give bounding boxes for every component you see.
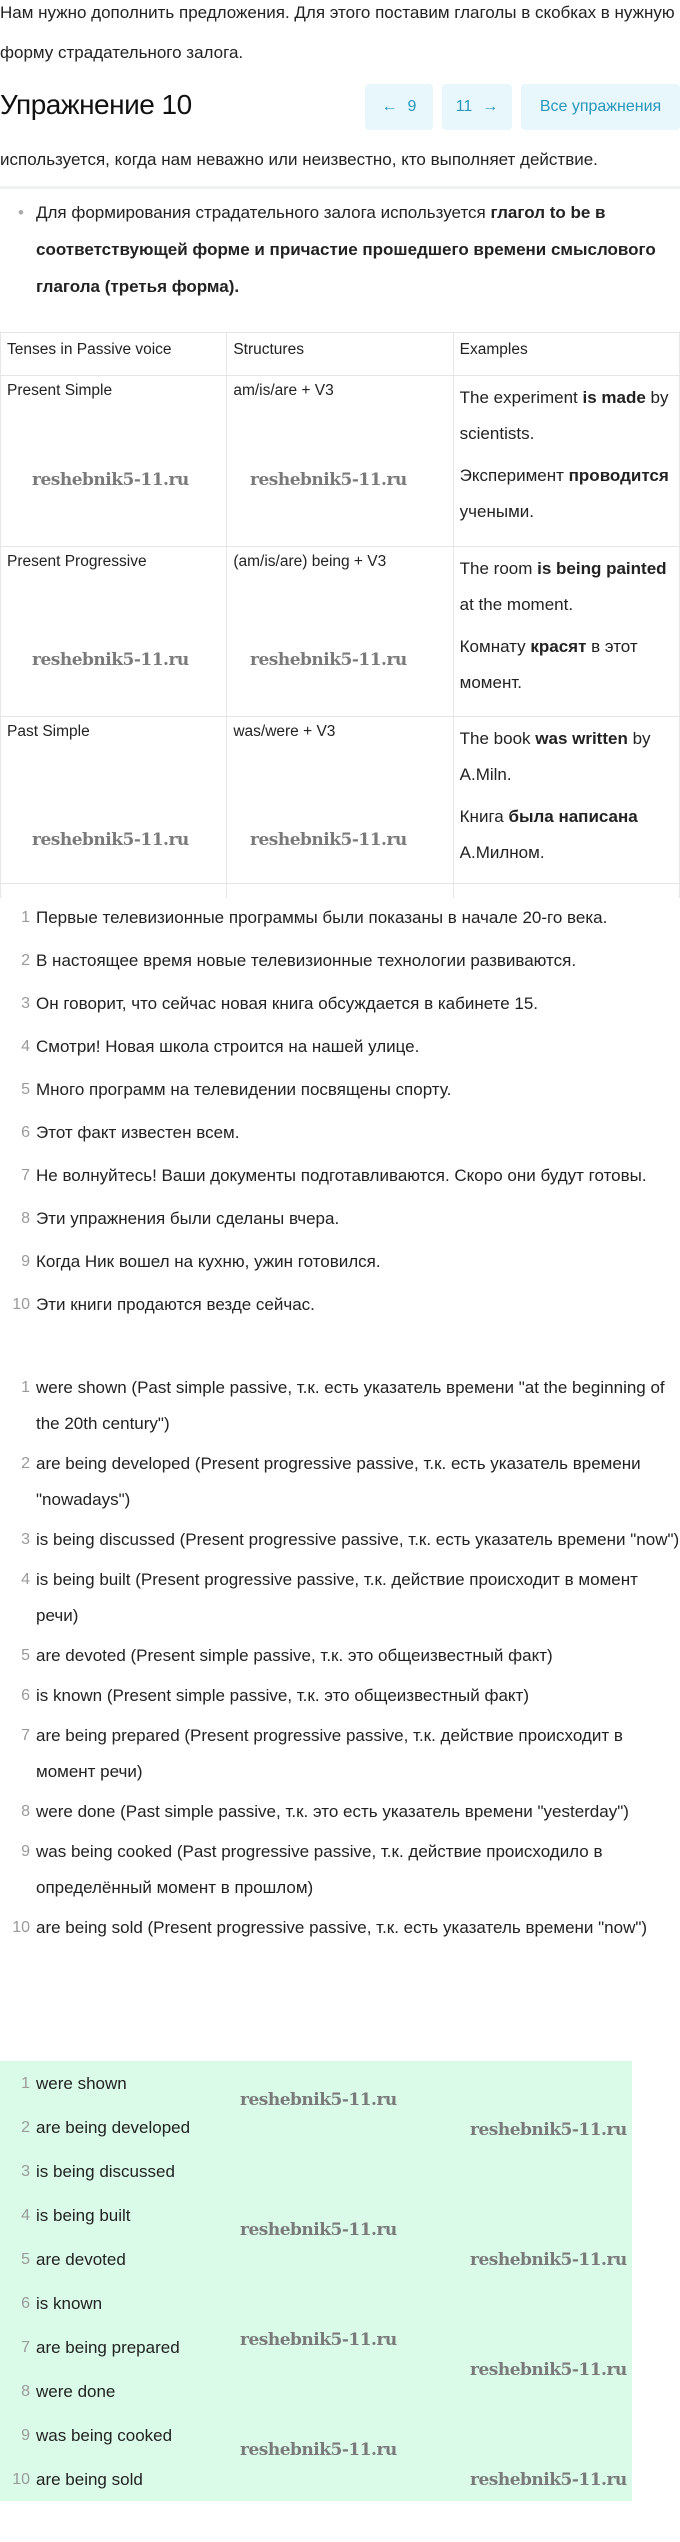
passive-voice-table: [0, 332, 680, 899]
item-number: 8: [21, 2383, 30, 2400]
theory-bullet: [18, 194, 676, 305]
answer-text: is being built: [36, 2206, 131, 2225]
questions-list: [0, 898, 680, 1328]
example-text: в этот момент.: [459, 637, 638, 692]
page-title: Упражнение 10: [0, 89, 192, 120]
answer-text: were shown: [36, 2074, 127, 2093]
example-text: The room: [459, 559, 538, 578]
question-text: Много программ на телевидении посвящены спорту.: [36, 1080, 452, 1099]
header-divider: [0, 186, 680, 189]
item-number: 9: [21, 2427, 30, 2444]
examples-cell: [453, 547, 679, 717]
example-en: [460, 380, 673, 452]
explanation-text: is being discussed (Present progressive passive, т.к. есть указатель времени "now"): [36, 1530, 680, 1549]
item-number: 4: [21, 1571, 30, 1588]
explanation-item: [0, 1910, 680, 1946]
item-number: 1: [21, 909, 30, 926]
answer-item: [0, 2150, 680, 2194]
question-item: [0, 1199, 680, 1239]
examples-cell: [453, 376, 679, 547]
example-bold: была написана: [508, 807, 638, 826]
table-header: Structures: [227, 333, 453, 376]
example-text: by scientists.: [459, 388, 669, 443]
table-row: [1, 547, 680, 717]
question-item: [0, 1242, 680, 1282]
example-bold: is being painted: [537, 559, 667, 578]
item-number: 8: [21, 1210, 30, 1227]
watermark-text: reshebnik5-11.ru: [240, 2090, 397, 2110]
example-en: [460, 551, 673, 623]
answer-text: are being sold: [36, 2470, 143, 2489]
item-number: 10: [12, 2471, 30, 2488]
item-number: 7: [21, 1167, 30, 1184]
example-ru: [460, 458, 673, 530]
bullet-icon: •: [18, 203, 24, 222]
theory-bullet-text: Для формирования страдательного залога используется: [36, 203, 491, 222]
question-text: Этот факт известен всем.: [36, 1123, 240, 1142]
question-text: Когда Ник вошел на кухню, ужин готовился.: [36, 1252, 381, 1271]
item-number: 10: [12, 1919, 30, 1936]
example-text: by A.Miln.: [459, 729, 651, 784]
item-number: 9: [21, 1253, 30, 1270]
item-number: 8: [21, 1803, 30, 1820]
tense-cell: Present Simple: [1, 376, 227, 547]
item-number: 7: [21, 2339, 30, 2356]
example-bold: красят: [530, 637, 587, 656]
item-number: 2: [21, 1455, 30, 1472]
theory-bullet-bold: глагол to be в соответствующей форме и причастие прошедшего времени смыслового глагола (третья форма).: [36, 203, 656, 296]
watermark-text: reshebnik5-11.ru: [32, 650, 189, 670]
answer-item: [0, 2282, 680, 2326]
question-item: [0, 1070, 680, 1110]
explanation-item: [0, 1446, 680, 1518]
item-number: 6: [21, 1687, 30, 1704]
example-bold: проводится: [568, 466, 669, 485]
watermark-text: reshebnik5-11.ru: [250, 830, 407, 850]
watermark-text: reshebnik5-11.ru: [250, 650, 407, 670]
answer-text: were done: [36, 2382, 116, 2401]
explanation-text: was being cooked (Past progressive passive, т.к. действие происходило в определённый момент в прошлом): [36, 1842, 603, 1897]
answer-text: are being prepared: [36, 2338, 180, 2357]
explanation-text: is being built (Present progressive passive, т.к. действие происходит в момент речи): [36, 1570, 638, 1625]
explanation-text: are being prepared (Present progressive passive, т.к. действие происходит в момент речи): [36, 1726, 623, 1781]
answer-text: is known: [36, 2294, 103, 2313]
table-row: [1, 717, 680, 884]
answer-text: are being developed: [36, 2118, 191, 2137]
item-number: 2: [21, 952, 30, 969]
answer-text: are devoted: [36, 2250, 126, 2269]
explanations-list: [0, 1370, 680, 1950]
question-item: [0, 898, 680, 938]
arrow-left-icon: ←: [381, 98, 398, 115]
example-ru: [460, 799, 673, 871]
question-text: Эти упражнения были сделаны вчера.: [36, 1209, 340, 1228]
question-text: Не волнуйтесь! Ваши документы подготавливаются. Скоро они будут готовы.: [36, 1166, 647, 1185]
item-number: 7: [21, 1727, 30, 1744]
question-item: [0, 1156, 680, 1196]
watermark-text: reshebnik5-11.ru: [470, 2470, 627, 2490]
explanation-text: are being sold (Present progressive passive, т.к. есть указатель времени "now"): [36, 1918, 648, 1937]
watermark-text: reshebnik5-11.ru: [240, 2440, 397, 2460]
question-text: В настоящее время новые телевизионные технологии развиваются.: [36, 951, 577, 970]
answer-text: is being discussed: [36, 2162, 175, 2181]
question-item: [0, 1027, 680, 1067]
all-exercises-button[interactable]: [521, 84, 680, 130]
item-number: 3: [21, 995, 30, 1012]
watermark-text: reshebnik5-11.ru: [32, 830, 189, 850]
examples-cell: [453, 717, 679, 884]
watermark-text: reshebnik5-11.ru: [470, 2360, 627, 2380]
example-text: учеными.: [459, 502, 534, 521]
example-en: [460, 721, 673, 793]
table-row: [1, 376, 680, 547]
question-item: [0, 1113, 680, 1153]
table-header-row: [1, 333, 680, 376]
item-number: 3: [21, 1531, 30, 1548]
question-item: [0, 941, 680, 981]
watermark-text: reshebnik5-11.ru: [240, 2330, 397, 2350]
tense-cell: Present Progressive: [1, 547, 227, 717]
tense-cell: Past Simple: [1, 717, 227, 884]
watermark-text: reshebnik5-11.ru: [32, 470, 189, 490]
question-text: Он говорит, что сейчас новая книга обсуждается в кабинете 15.: [36, 994, 539, 1013]
structure-cell: am/is/are + V3: [227, 376, 453, 547]
example-text: The book: [459, 729, 536, 748]
arrow-right-icon: →: [482, 98, 499, 115]
explanation-text: are being developed (Present progressive passive, т.к. есть указатель времени "nowadays"): [36, 1454, 641, 1509]
table-header: Examples: [453, 333, 679, 376]
item-number: 1: [21, 1379, 30, 1396]
explanation-text: were done (Past simple passive, т.к. это есть указатель времени "yesterday"): [36, 1802, 629, 1821]
answer-text: was being cooked: [36, 2426, 173, 2445]
structure-cell: was/were + V3: [227, 717, 453, 884]
question-text: Первые телевизионные программы были показаны в начале 20-го века.: [36, 908, 608, 927]
explanation-text: is known (Present simple passive, т.к. это общеизвестный факт): [36, 1686, 530, 1705]
item-number: 5: [21, 2251, 30, 2268]
explanation-item: [0, 1370, 680, 1442]
example-text: The experiment: [459, 388, 583, 407]
item-number: 9: [21, 1843, 30, 1860]
explanation-item: [0, 1562, 680, 1634]
prev-exercise-button[interactable]: [365, 84, 433, 130]
explanation-text: are devoted (Present simple passive, т.к. это общеизвестный факт): [36, 1646, 553, 1665]
example-text: Книга: [459, 807, 509, 826]
item-number: 2: [21, 2119, 30, 2136]
item-number: 4: [21, 1038, 30, 1055]
watermark-text: reshebnik5-11.ru: [470, 2250, 627, 2270]
all-exercises-label: Все упражнения: [539, 98, 662, 115]
explanation-item: [0, 1638, 680, 1674]
example-bold: is made: [582, 388, 646, 407]
watermark-text: reshebnik5-11.ru: [470, 2120, 627, 2140]
question-item: [0, 984, 680, 1024]
explanation-item: [0, 1794, 680, 1830]
item-number: 5: [21, 1081, 30, 1098]
item-number: 3: [21, 2163, 30, 2180]
item-number: 4: [21, 2207, 30, 2224]
example-text: А.Милном.: [459, 843, 545, 862]
item-number: 6: [21, 1124, 30, 1141]
example-text: Эксперимент: [459, 466, 569, 485]
table-row-partial: [1, 884, 680, 899]
example-bold: was written: [535, 729, 628, 748]
item-number: 1: [21, 2075, 30, 2092]
explanation-item: [0, 1522, 680, 1558]
explanation-text: were shown (Past simple passive, т.к. есть указатель времени "at the beginning of the 20th century"): [36, 1378, 665, 1433]
next-exercise-label: 11: [455, 98, 473, 115]
question-text: Эти книги продаются везде сейчас.: [36, 1295, 315, 1314]
explanation-item: [0, 1678, 680, 1714]
theory-line: используется, когда нам неважно или неизвестно, кто выполняет действие.: [0, 150, 598, 169]
watermark-text: reshebnik5-11.ru: [250, 470, 407, 490]
example-text: Комнату: [459, 637, 531, 656]
item-number: 10: [12, 1296, 30, 1313]
next-exercise-button[interactable]: [442, 84, 512, 130]
prev-exercise-label: 9: [407, 98, 417, 115]
item-number: 5: [21, 1647, 30, 1664]
example-ru: [460, 629, 673, 701]
explanation-item: [0, 1718, 680, 1790]
intro-text: Нам нужно дополнить предложения. Для этого поставим глаголы в скобках в нужную форму страдательного залога.: [0, 3, 675, 62]
example-text: at the moment.: [459, 595, 574, 614]
watermark-text: reshebnik5-11.ru: [240, 2220, 397, 2240]
item-number: 6: [21, 2295, 30, 2312]
structure-cell: (am/is/are) being + V3: [227, 547, 453, 717]
question-item: [0, 1285, 680, 1325]
explanation-item: [0, 1834, 680, 1906]
table-header: Tenses in Passive voice: [1, 333, 227, 376]
question-text: Смотри! Новая школа строится на нашей улице.: [36, 1037, 420, 1056]
